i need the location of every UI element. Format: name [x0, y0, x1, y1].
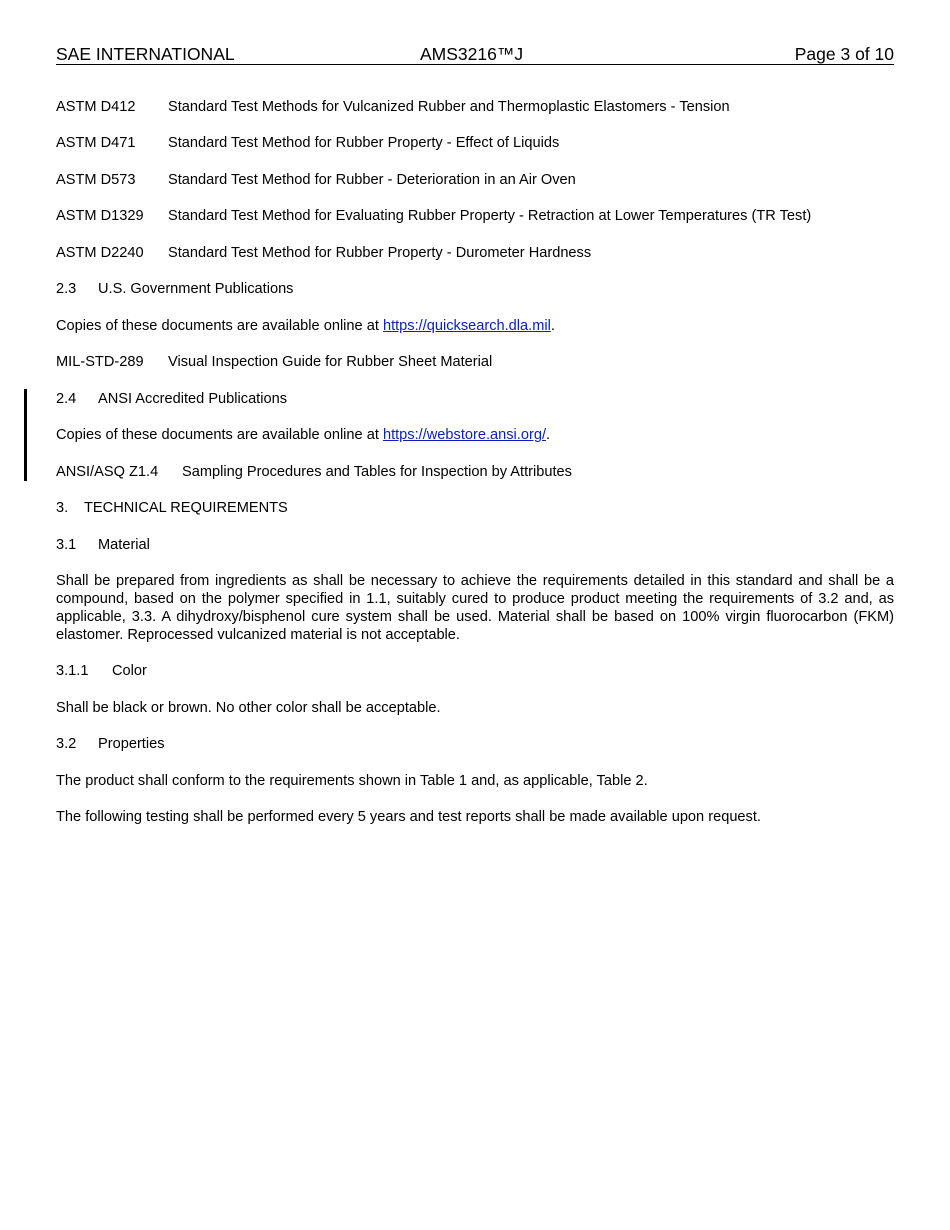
reference-title: Standard Test Method for Rubber Property - Durometer Hardness [168, 245, 592, 261]
page-header [56, 44, 894, 65]
reference-title: Standard Test Method for Evaluating Rubber Property - Retraction at Lower Temperatures (TR Test) [168, 208, 812, 224]
dla-quicksearch-link[interactable]: https://quicksearch.dla.mil [382, 318, 551, 334]
header-page-number: Page 3 of 10 [794, 44, 894, 64]
revision-change-bar [24, 389, 27, 481]
color-paragraph: Shall be black or brown. No other color shall be acceptable. [56, 700, 441, 716]
section-number: 3.1.1 [56, 663, 89, 679]
reference-code: ANSI/ASQ Z1.4 [56, 464, 159, 480]
section-number: 3.2 [56, 736, 77, 752]
section-heading-3-1-1 [56, 662, 147, 680]
reference-row [56, 353, 492, 371]
reference-row [56, 207, 811, 225]
section-title: Material [98, 537, 150, 553]
section-heading-2-3 [56, 280, 293, 298]
reference-code: ASTM D2240 [56, 245, 144, 261]
section-number: 2.4 [56, 391, 77, 407]
reference-row [56, 98, 730, 116]
section-number: 2.3 [56, 281, 77, 297]
section-title: U.S. Government Publications [98, 281, 294, 297]
section-title: Color [112, 663, 147, 679]
availability-period: . [550, 318, 555, 334]
availability-note [56, 317, 555, 335]
header-org: SAE INTERNATIONAL [56, 44, 235, 64]
ansi-webstore-link[interactable]: https://webstore.ansi.org/ [382, 427, 546, 443]
reference-code: MIL-STD-289 [56, 354, 144, 370]
header-doc-id: AMS3216™J [420, 44, 524, 64]
reference-row [56, 463, 572, 481]
properties-paragraph: The product shall conform to the requirements shown in Table 1 and, as applicable, Table 2. [56, 773, 648, 789]
section-number: 3.1 [56, 537, 77, 553]
section-heading-3-1 [56, 536, 150, 554]
reference-title: Standard Test Method for Rubber - Deterioration in an Air Oven [168, 172, 576, 188]
section-title: ANSI Accredited Publications [98, 391, 288, 407]
reference-title: Standard Test Methods for Vulcanized Rubber and Thermoplastic Elastomers - Tension [168, 99, 730, 115]
section-heading-3 [56, 499, 288, 517]
reference-title: Visual Inspection Guide for Rubber Sheet Material [168, 354, 493, 370]
reference-title: Standard Test Method for Rubber Property - Effect of Liquids [168, 135, 560, 151]
availability-note [56, 426, 550, 444]
material-paragraph: Shall be prepared from ingredients as shall be necessary to achieve the requirements detailed in this standard and shall be a compound, based on the polymer specified in 1.1, suitably cured to produce product meeting the requirements of 3.2 and, as applicable, 3.3. A dihydroxy/bisphenol cure system shall be used. Material shall be based on 100% virgin fluorocarbon (FKM) elastomer. Reprocessed vulcanized material is not acceptable. [56, 573, 894, 643]
availability-text: Copies of these documents are available online at [56, 427, 383, 443]
reference-row [56, 171, 576, 189]
section-number: 3. [56, 500, 69, 516]
availability-period: . [546, 427, 551, 443]
reference-title: Sampling Procedures and Tables for Inspection by Attributes [182, 464, 572, 480]
availability-text: Copies of these documents are available online at [56, 318, 383, 334]
reference-row [56, 244, 591, 262]
section-title: Properties [98, 736, 165, 752]
reference-row [56, 134, 559, 152]
reference-code: ASTM D471 [56, 135, 136, 151]
reference-code: ASTM D1329 [56, 208, 144, 224]
testing-paragraph: The following testing shall be performed every 5 years and test reports shall be made available upon request. [56, 809, 761, 825]
section-heading-2-4 [56, 390, 287, 408]
reference-code: ASTM D573 [56, 172, 136, 188]
section-heading-3-2 [56, 735, 165, 753]
section-title: TECHNICAL REQUIREMENTS [84, 500, 288, 516]
reference-code: ASTM D412 [56, 99, 136, 115]
